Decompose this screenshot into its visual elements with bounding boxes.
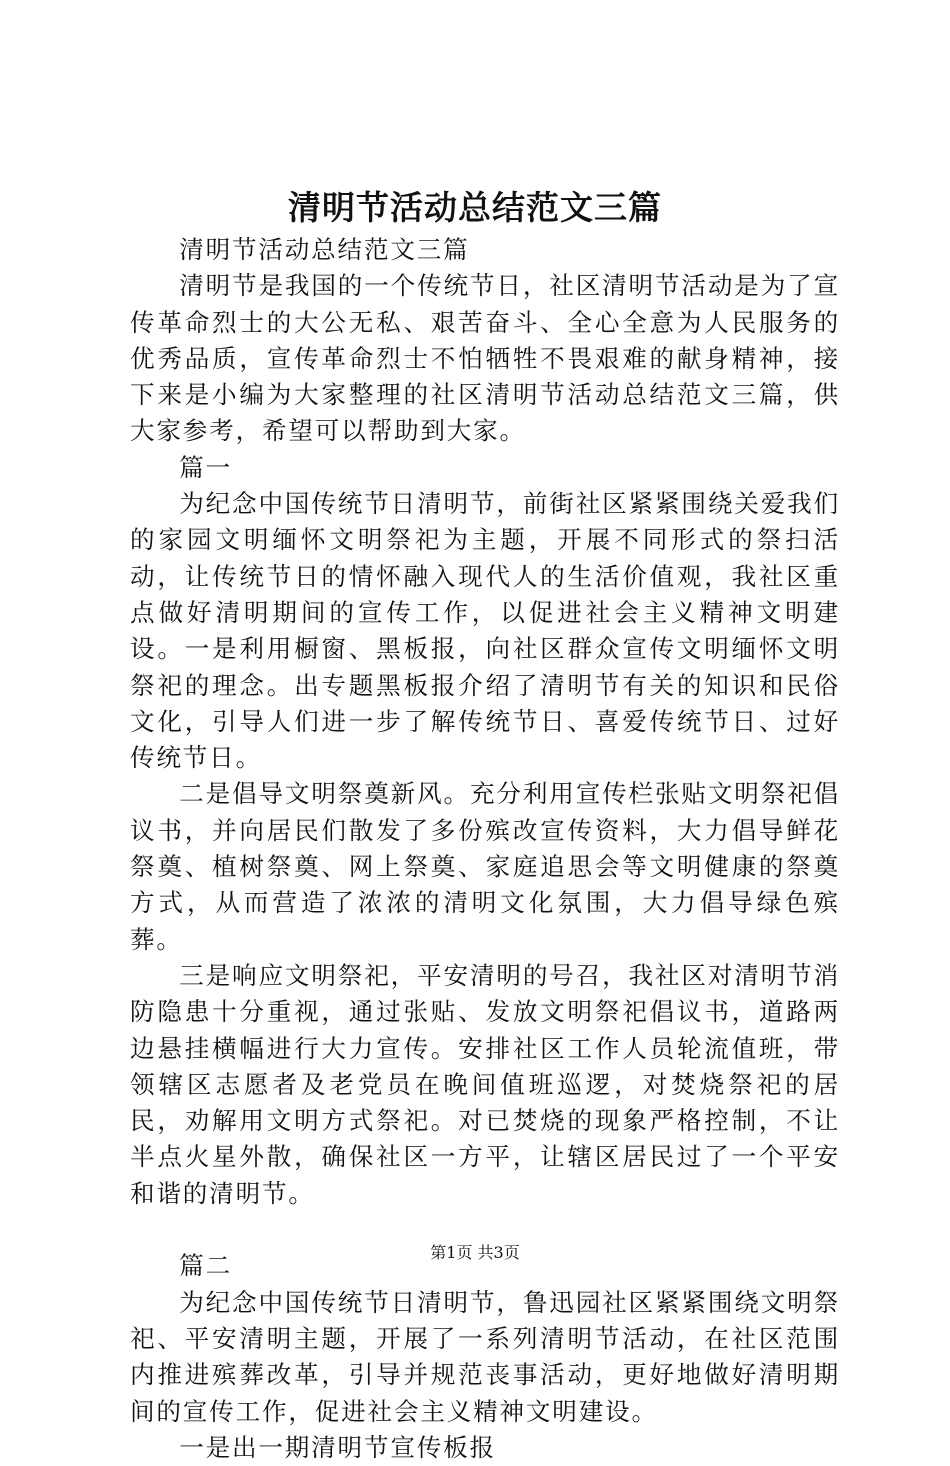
body-paragraph: 为纪念中国传统节日清明节，鲁迅园社区紧紧围绕文明祭祀、平安清明主题，开展了一系列清明节活动，在社区范围内推进殡葬改革，引导并规范丧事活动，更好地做好清明期间的宣传工作，促进社会主义精神文明建设。 (130, 1287, 840, 1426)
body-paragraph: 一是出一期清明节宣传板报 (179, 1432, 496, 1462)
document-title: 清明节活动总结范文三篇 (288, 188, 662, 227)
document-body (130, 232, 840, 1466)
body-paragraph: 三是响应文明祭祀，平安清明的号召，我社区对清明节消防隐患十分重视，通过张贴、发放文明祭祀倡议书，道路两边悬挂横幅进行大力宣传。安排社区工作人员轮流值班，带领辖区志愿者及老党员在晚间值班巡逻，对焚烧祭祀的居民，劝解用文明方式祭祀。对已焚烧的现象严格控制，不让半点火星外散，确保社区一方平，让辖区居民过了一个平安和谐的清明节。 (130, 960, 840, 1208)
section-heading-2: 篇二 (179, 1251, 232, 1281)
page-number-footer: 第1页 共3页 (430, 1243, 520, 1262)
section-heading-1: 篇一 (179, 452, 232, 482)
body-paragraph: 为纪念中国传统节日清明节，前街社区紧紧围绕关爱我们的家园文明缅怀文明祭祀为主题，开展不同形式的祭扫活动，让传统节日的情怀融入现代人的生活价值观，我社区重点做好清明期间的宣传工作，以促进社会主义精神文明建设。一是利用橱窗、黑板报，向社区群众宣传文明缅怀文明祭祀的理念。出专题黑板报介绍了清明节有关的知识和民俗文化，引导人们进一步了解传统节日、喜爱传统节日、过好传统节日。 (130, 489, 840, 773)
body-paragraph: 二是倡导文明祭奠新风。充分利用宣传栏张贴文明祭祀倡议书，并向居民们散发了多份殡改宣传资料，大力倡导鲜花祭奠、植树祭奠、网上祭奠、家庭追思会等文明健康的祭奠方式，从而营造了浓浓的清明文化氛围，大力倡导绿色殡葬。 (130, 779, 840, 954)
subtitle-paragraph: 清明节活动总结范文三篇 (179, 235, 470, 264)
intro-paragraph: 清明节是我国的一个传统节日，社区清明节活动是为了宣传革命烈士的大公无私、艰苦奋斗、全心全意为人民服务的优秀品质，宣传革命烈士不怕牺牲不畏艰难的献身精神，接下来是小编为大家整理的社区清明节活动总结范文三篇，供大家参考，希望可以帮助到大家。 (130, 271, 840, 446)
